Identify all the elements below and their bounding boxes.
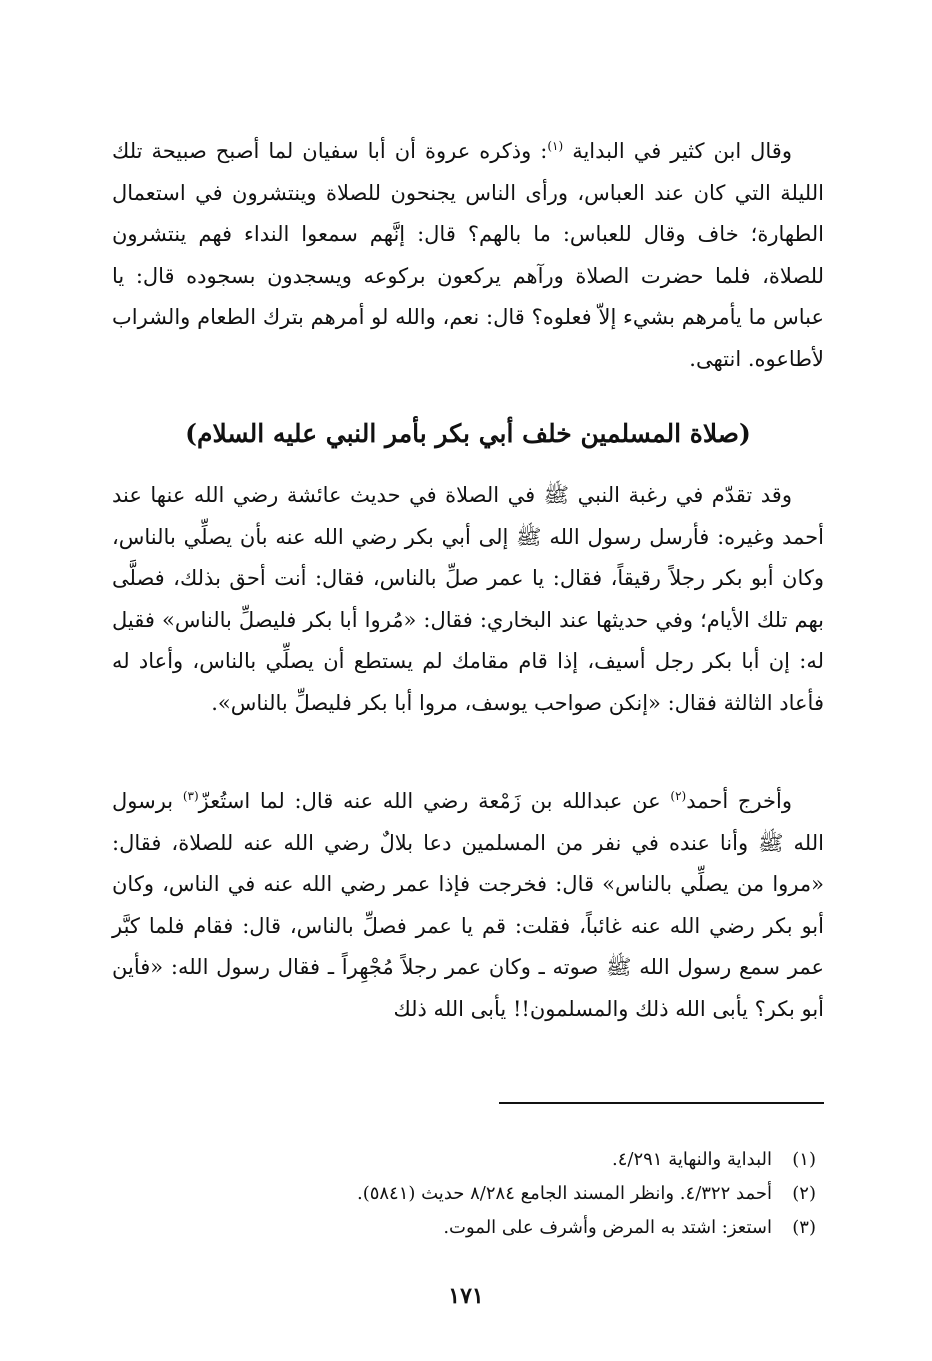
paragraph-3-text	[112, 781, 824, 1030]
paragraph-3-part-3: برسول الله ﷺ وأنا عنده في نفر من المسلمين دعا بلالٌ رضي الله عنه للصلاة، فقال: «مروا من يصلِّي بالناس» قال: فخرجت فإذا عمر رضي الله عنه في الناس، وكان أبو بكر رضي الله عنه غائباً، فقلت: قم يا عمر فصلِّ بالناس، قال: فقام فلما كبَّر عمر سمع رسول الله ﷺ صوته ـ وكان عمر رجلاً مُجْهِراً ـ فقال رسول الله: «فأين أبو بكر؟ يأبى الله ذلك والمسلمون!! يأبى الله ذلك	[112, 789, 824, 1021]
paragraph-ibn-kathir	[112, 131, 824, 380]
footnote-item	[112, 1143, 824, 1177]
footnote-separator	[499, 1102, 824, 1104]
footnote-number: (١)	[792, 1149, 816, 1170]
footnote-marker-2: (٢)	[670, 789, 687, 803]
footnotes-list	[112, 1143, 824, 1245]
footnote-number: (٣)	[792, 1217, 816, 1238]
paragraph-zama-hadith	[112, 781, 824, 1030]
section-heading: (صلاة المسلمين خلف أبي بكر بأمر النبي عليه السلام)	[185, 419, 751, 448]
page-number: ١٧١	[448, 1283, 484, 1309]
paragraph-1-part-2: : وذكره عروة أن أبا سفيان لما أصبح صبيحة تلك الليلة التي كان عند العباس، ورأى الناس يجنحون للصلاة وينتشرون في استعمال الطهارة؛ خاف وقال للعباس: ما بالهم؟ قال: إنَّهم سمعوا النداء فهم ينتشرون للصلاة، فلما حضرت الصلاة ورآهم يركعون بركوعه ويسجدون بسجوده قال: يا عباس ما يأمرهم بشيء إلاّ فعلوه؟ قال: نعم، والله لو أمرهم بترك الطعام والشراب لأطاعوه. انتهى.	[112, 139, 824, 371]
footnote-marker-1: (١)	[547, 139, 564, 153]
paragraph-3-part-1: وأخرج أحمد	[686, 789, 792, 813]
paragraph-1-text	[112, 131, 824, 380]
paragraph-3-part-2: عن عبدالله بن زَمْعة رضي الله عنه قال: لما استُعزّ	[198, 789, 671, 813]
paragraph-1-part-1: وقال ابن كثير في البداية	[572, 139, 792, 163]
footnote-item	[112, 1177, 824, 1211]
footnote-text: البداية والنهاية ٤/٢٩١.	[611, 1149, 772, 1170]
footnote-item	[112, 1211, 824, 1245]
paragraph-2-text: وقد تقدّم في رغبة النبي ﷺ في الصلاة في حديث عائشة رضي الله عنها عند أحمد وغيره: فأرسل رسول الله ﷺ إلى أبي بكر رضي الله عنه بأن يصلِّي بالناس، وكان أبو بكر رجلاً رقيقاً، فقال: يا عمر صلِّ بالناس، فقال: أنت أحق بذلك، فصلَّى بهم تلك الأيام؛ وفي حديثها عند البخاري: فقال: «مُروا أبا بكر فليصلِّ بالناس» فقيل له: إن أبا بكر رجل أسيف، إذا قام مقامك لم يستطع أن يصلِّي بالناس، وأعاد له فأعاد الثالثة فقال: «إنكن صواحب يوسف، مروا أبا بكر فليصلِّ بالناس».	[112, 483, 824, 715]
footnote-marker-3: (٣)	[182, 789, 199, 803]
footnote-number: (٢)	[792, 1183, 816, 1204]
footnote-text: أحمد ٤/٣٢٢. وانظر المسند الجامع ٨/٢٨٤ حديث (٥٨٤١).	[356, 1183, 772, 1204]
paragraph-aisha-hadith	[112, 475, 824, 724]
footnote-text: استعز: اشتد به المرض وأشرف على الموت.	[443, 1217, 772, 1238]
